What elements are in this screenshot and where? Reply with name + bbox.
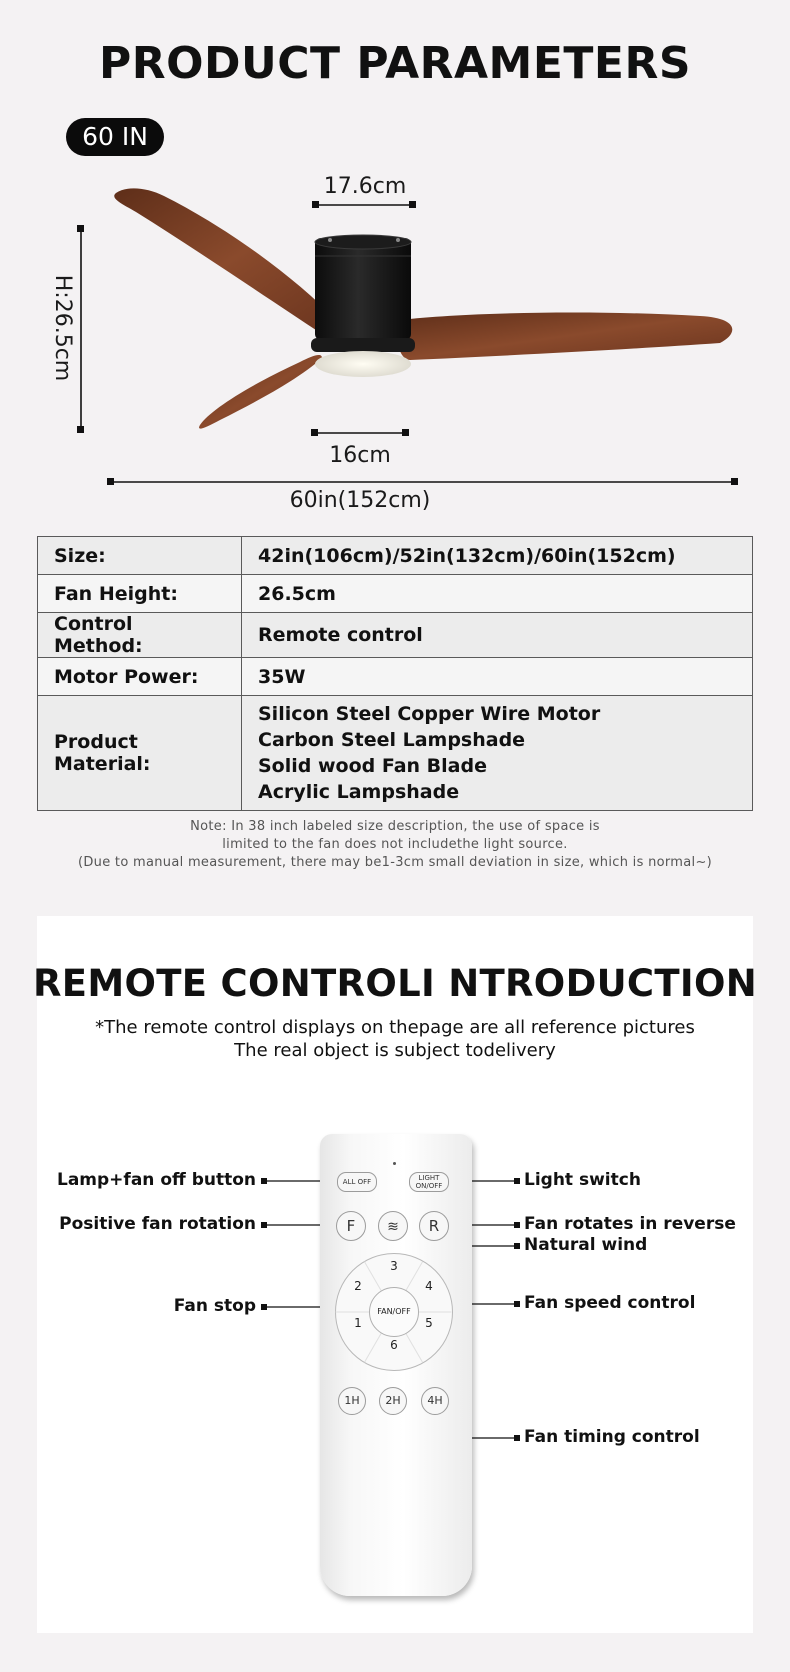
- speed-6-button[interactable]: 6: [390, 1338, 398, 1352]
- spec-value-multiline: [242, 696, 753, 811]
- callout-positive-rotation: Positive fan rotation: [59, 1214, 256, 1234]
- speed-4-button[interactable]: 4: [425, 1279, 433, 1293]
- speed-3-button[interactable]: 3: [390, 1259, 398, 1273]
- spec-value: 35W: [242, 658, 753, 696]
- spec-value: 26.5cm: [242, 575, 753, 613]
- spec-key: Size:: [38, 537, 242, 575]
- light-button-line1: LIGHT: [418, 1174, 440, 1182]
- spec-value: 42in(106cm)/52in(132cm)/60in(152cm): [242, 537, 753, 575]
- material-line: Solid wood Fan Blade: [258, 755, 487, 777]
- material-line: Silicon Steel Copper Wire Motor: [258, 703, 601, 725]
- remote-section-subtitle: [0, 1016, 790, 1062]
- spec-table: [37, 536, 753, 811]
- note-line: Note: In 38 inch labeled size description, the use of space is: [190, 819, 600, 834]
- fan-blade-lower-left: [199, 355, 322, 429]
- light-on-off-button[interactable]: [409, 1172, 449, 1192]
- all-off-button[interactable]: ALL OFF: [337, 1172, 377, 1192]
- dimension-span-label: 60in(152cm): [289, 488, 431, 513]
- fan-off-button[interactable]: FAN/OFF: [369, 1287, 419, 1337]
- note-line: (Due to manual measurement, there may be1-3cm small deviation in size, which is normal~): [77, 855, 713, 870]
- callout-speed-control: Fan speed control: [524, 1293, 696, 1313]
- timer-1h-button[interactable]: 1H: [338, 1387, 366, 1415]
- speed-dial: [335, 1253, 453, 1371]
- natural-wind-button[interactable]: [378, 1211, 408, 1241]
- callout-natural-wind: Natural wind: [524, 1235, 648, 1255]
- page-title: PRODUCT PARAMETERS: [98, 38, 692, 89]
- timer-4h-button[interactable]: 4H: [421, 1387, 449, 1415]
- callout-light-switch: Light switch: [524, 1170, 641, 1190]
- material-line: Acrylic Lampshade: [258, 781, 460, 803]
- forward-button[interactable]: F: [336, 1211, 366, 1241]
- dimension-bottom-width-label: 16cm: [329, 443, 391, 468]
- remote-control: [320, 1134, 472, 1596]
- reverse-button[interactable]: R: [419, 1211, 449, 1241]
- callout-timing-control: Fan timing control: [524, 1427, 700, 1447]
- spec-value: Remote control: [242, 613, 753, 658]
- spec-key: Motor Power:: [38, 658, 242, 696]
- wind-icon: ≋: [387, 1219, 399, 1235]
- fan-blade-right: [397, 313, 732, 360]
- subtitle-line: *The remote control displays on thepage are all reference pictures: [95, 1017, 695, 1038]
- callout-fan-stop: Fan stop: [173, 1296, 256, 1316]
- material-line: Carbon Steel Lampshade: [258, 729, 526, 751]
- table-row: [38, 658, 753, 696]
- remote-section-title: REMOTE CONTROLI NTRODUCTION: [33, 962, 757, 1005]
- table-row: [38, 575, 753, 613]
- spec-key: Control Method:: [38, 613, 242, 658]
- fan-blade-upper-left: [114, 188, 340, 336]
- fan-light-lens: [315, 351, 411, 377]
- dimension-top-width-label: 17.6cm: [323, 174, 407, 199]
- subtitle-line: The real object is subject todelivery: [234, 1040, 556, 1061]
- speed-1-button[interactable]: 1: [354, 1316, 362, 1330]
- size-badge: 60 IN: [66, 118, 164, 156]
- table-row: [38, 537, 753, 575]
- spec-key: Product Material:: [38, 696, 242, 811]
- table-row: [38, 613, 753, 658]
- speed-5-button[interactable]: 5: [425, 1316, 433, 1330]
- measurement-notes: [0, 818, 790, 872]
- light-button-line2: ON/OFF: [415, 1182, 443, 1190]
- note-line: limited to the fan does not includethe light source.: [222, 837, 568, 852]
- timer-2h-button[interactable]: 2H: [379, 1387, 407, 1415]
- fan-motor-housing: [315, 238, 411, 340]
- callout-lamp-fan-off: Lamp+fan off button: [57, 1170, 256, 1190]
- dimension-height-label: H:26.5cm: [50, 274, 75, 382]
- indicator-led: [393, 1162, 396, 1165]
- speed-2-button[interactable]: 2: [354, 1279, 362, 1293]
- callout-reverse-rotation: Fan rotates in reverse: [524, 1214, 736, 1234]
- spec-key: Fan Height:: [38, 575, 242, 613]
- table-row: [38, 696, 753, 811]
